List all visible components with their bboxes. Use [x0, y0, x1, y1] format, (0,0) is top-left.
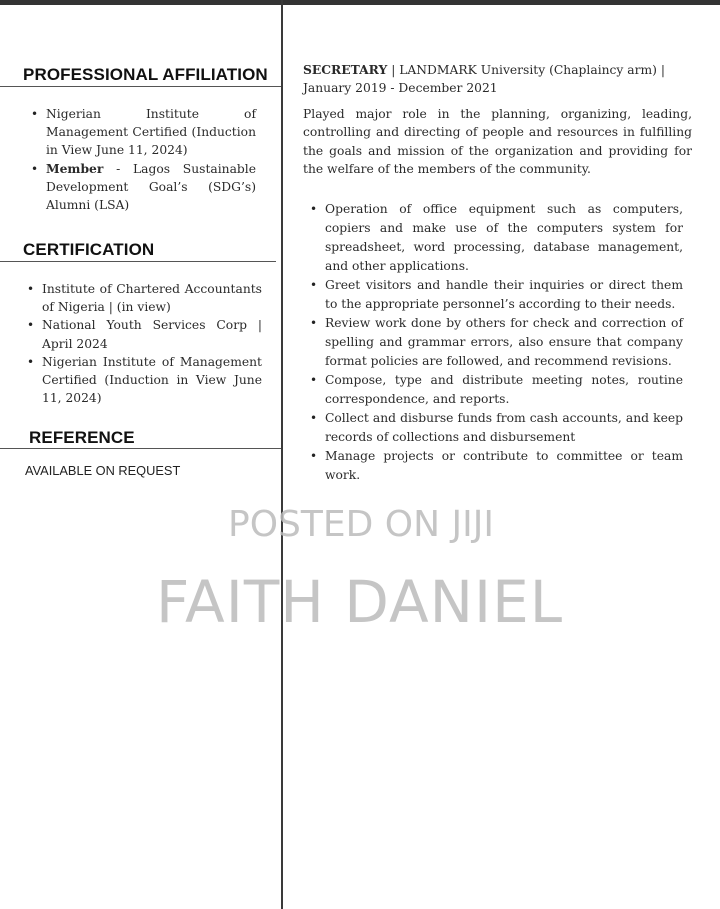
list-item [309, 314, 683, 371]
job-separator: | [656, 63, 666, 77]
list-item [26, 353, 262, 408]
duty-text: Operation of office equipment such as computers, copiers and make use of the computers system for spreadsheet, word processing, database management, and other applications. [325, 202, 683, 273]
duty-text: Collect and disburse funds from cash accounts, and keep records of collections and disbursement [325, 411, 683, 444]
job-description: Played major role in the planning, organizing, leading, controlling and directing of people and resources in fulfilling the goals and mission of the organization and providing for the welfare of the members of the community. [303, 107, 692, 176]
list-item [309, 200, 683, 276]
job-organization: LANDMARK University (Chaplaincy arm) [399, 63, 657, 77]
watermark-name: FAITH DANIEL [156, 568, 564, 636]
professional-affiliation-heading: PROFESSIONAL AFFILIATION [23, 65, 268, 84]
duties-list [309, 200, 683, 485]
watermark-posted-on-jiji: POSTED ON JIJI [228, 504, 494, 545]
job-role: SECRETARY [303, 62, 388, 77]
job-header [303, 61, 694, 98]
duty-text: Review work done by others for check and correction of spelling and grammar errors, also ensure that company format policies are followed, and recommend revisions. [325, 316, 683, 368]
certification-list [26, 280, 262, 407]
certification-text: Institute of Chartered Accountants of Nigeria | (in view) [42, 282, 262, 315]
professional-affiliation-list [30, 105, 256, 214]
duty-text: Greet visitors and handle their inquiries or direct them to the appropriate personnel’s according to their needs. [325, 278, 683, 311]
job-dates: January 2019 - December 2021 [303, 81, 498, 96]
affiliation-bold-label: Member [46, 160, 104, 176]
list-item [309, 276, 683, 314]
list-item [30, 160, 256, 215]
affiliation-text: Nigerian Institute of Management Certified (Induction in View June 11, 2024) [46, 107, 256, 158]
list-item [30, 105, 256, 160]
list-item [309, 371, 683, 409]
list-item [309, 409, 683, 447]
certification-text: National Youth Services Corp | April 2024 [42, 318, 262, 351]
affiliation-text: - Lagos Sustainable Development Goal’s (SDG’s) Alumni (LSA) [46, 161, 256, 213]
certification-text: Nigerian Institute of Management Certified (Induction in View June 11, 2024) [42, 354, 262, 406]
top-border [0, 0, 720, 5]
reference-heading: REFERENCE [29, 428, 135, 447]
list-item [26, 280, 262, 316]
reference-rule [0, 448, 281, 449]
job-separator: | [387, 63, 400, 77]
certification-heading: CERTIFICATION [23, 240, 155, 259]
professional-affiliation-rule [0, 86, 281, 87]
list-item [309, 447, 683, 485]
certification-rule [0, 261, 276, 262]
reference-text: AVAILABLE ON REQUEST [25, 463, 181, 478]
list-item [26, 316, 262, 352]
duty-text: Compose, type and distribute meeting notes, routine correspondence, and reports. [325, 373, 683, 406]
column-divider [281, 0, 283, 909]
duty-text: Manage projects or contribute to committee or team work. [325, 449, 683, 482]
